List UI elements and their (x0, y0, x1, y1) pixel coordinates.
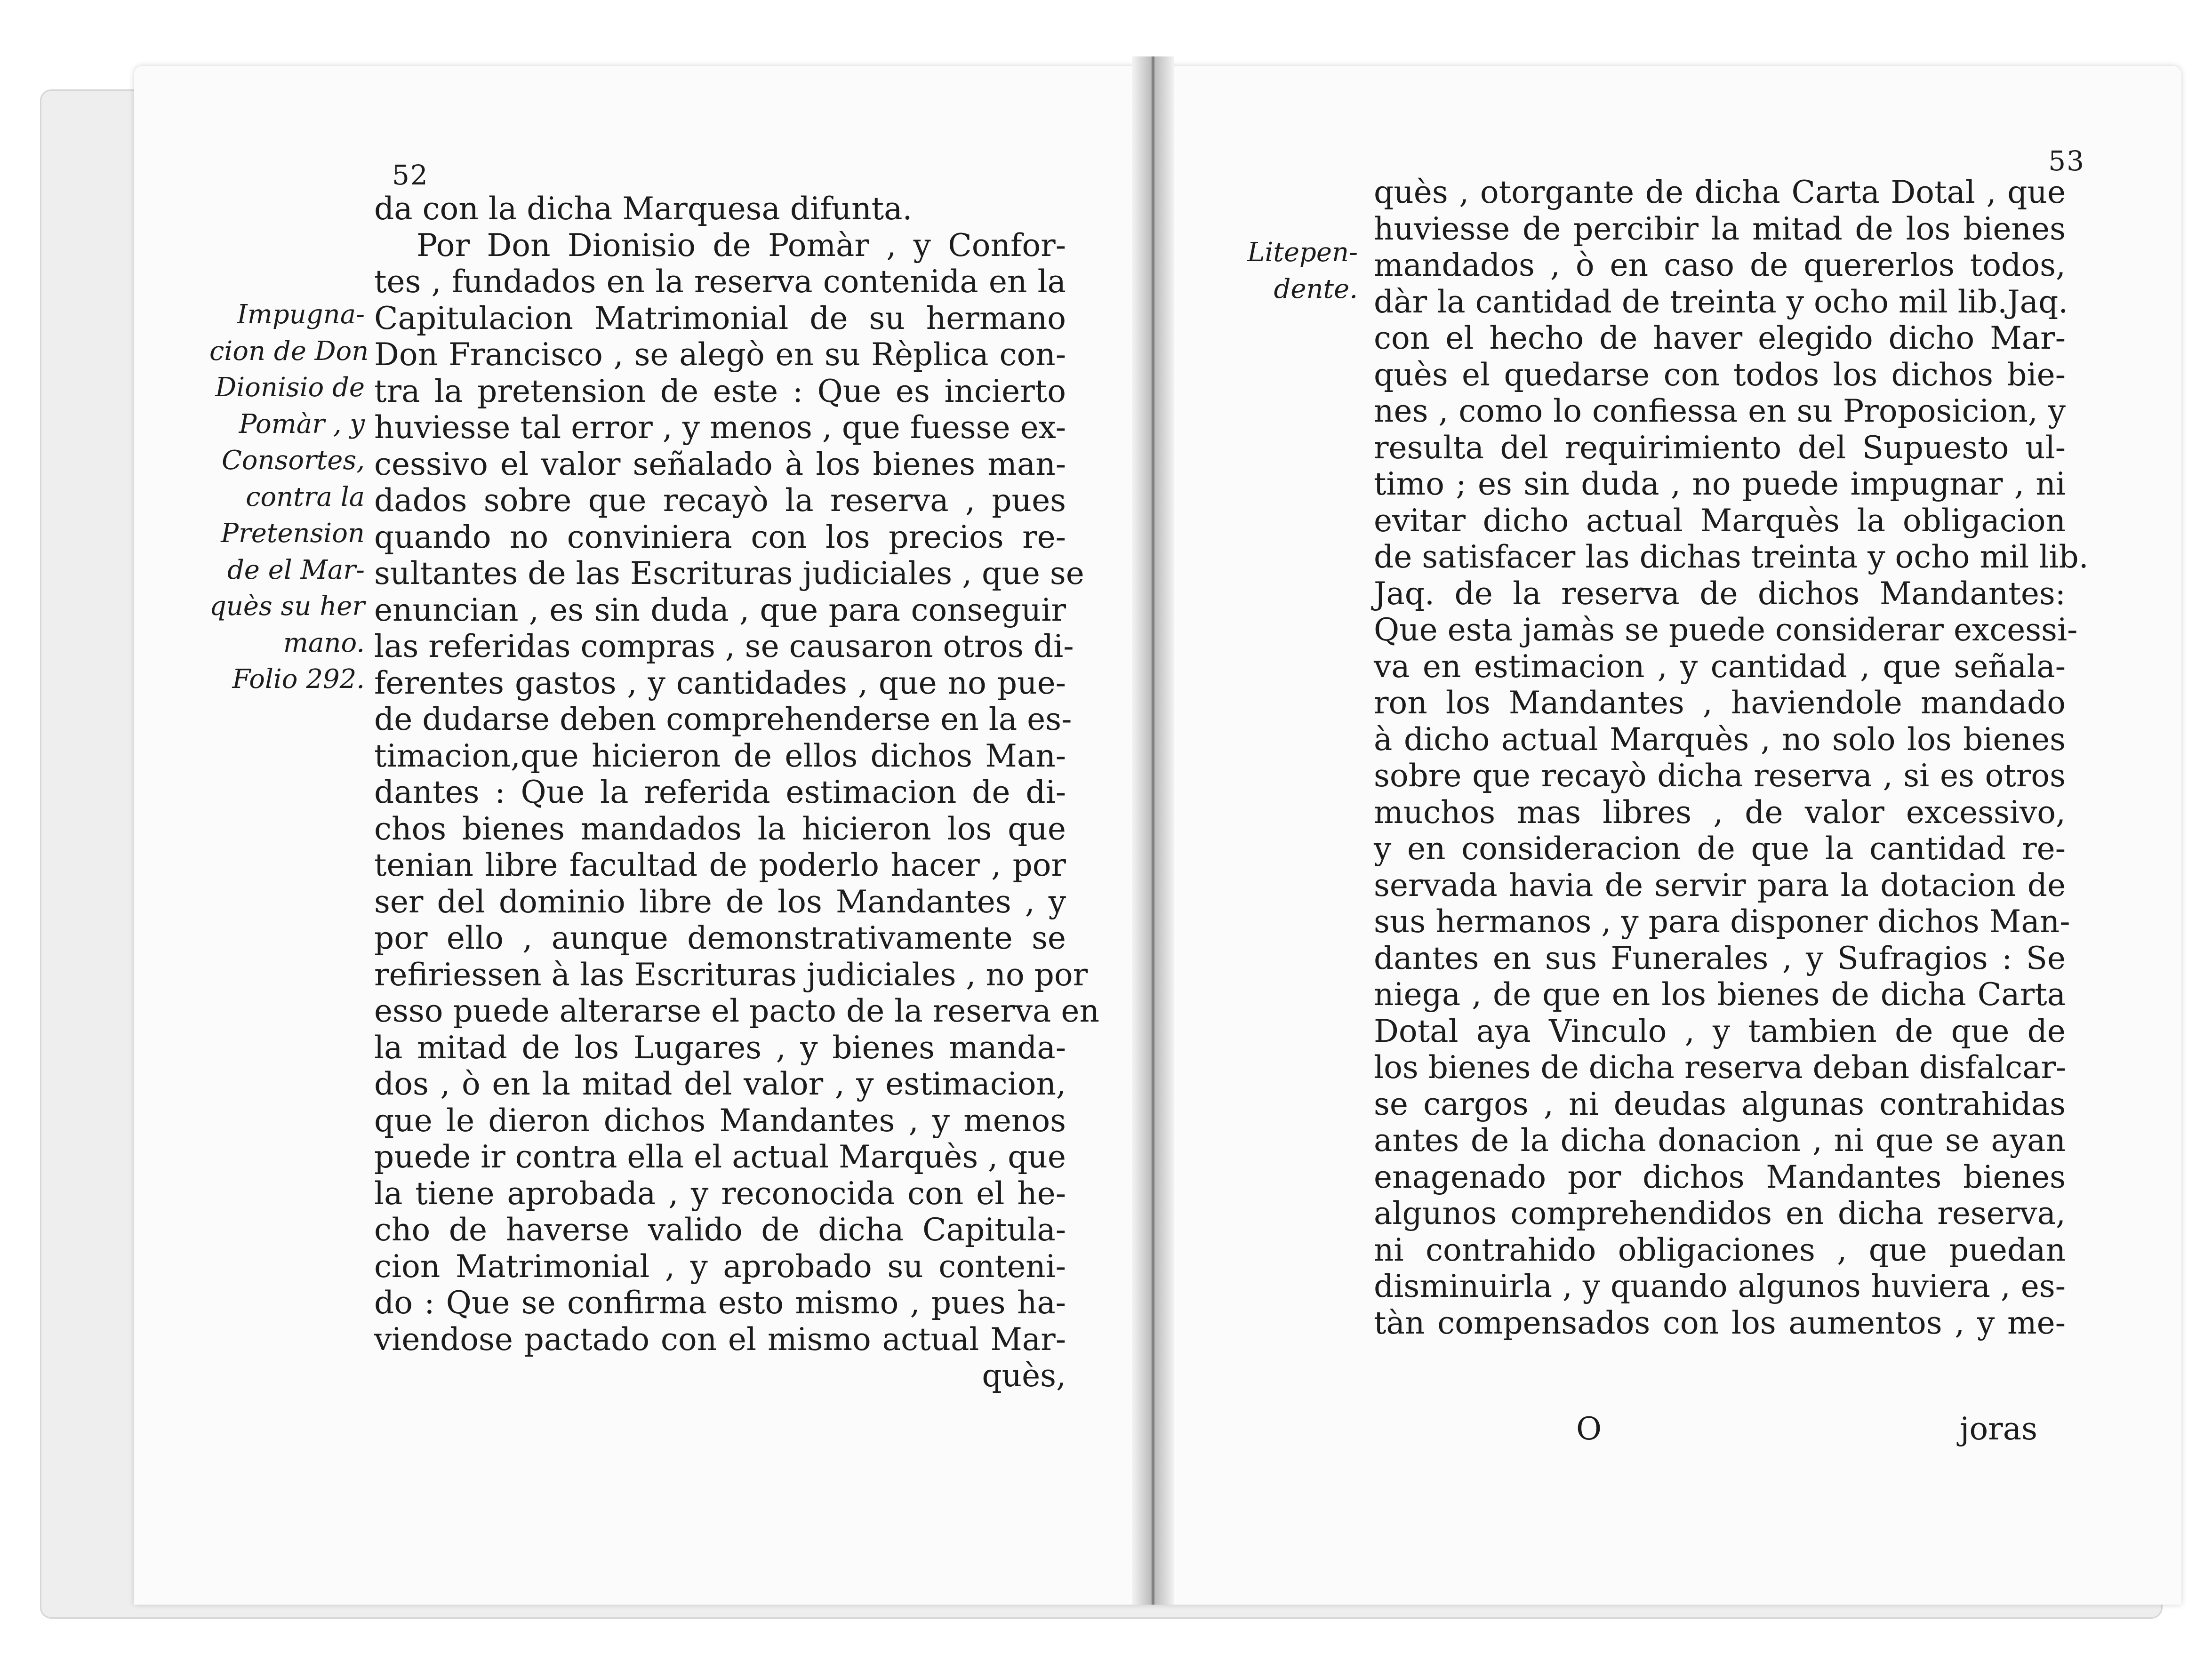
text-line: huviesse tal error , y menos , que fuesse ex- (374, 409, 1066, 446)
text-line: sobre que recayò dicha reserva , si es otros (1374, 758, 2066, 794)
text-line: la mitad de los Lugares , y bienes manda- (374, 1029, 1066, 1066)
margin-note-line: cion de Don (209, 336, 369, 367)
margin-note-line: Pretension (221, 518, 365, 549)
text-line: Capitulacion Matrimonial de su hermano (374, 300, 1066, 336)
text-line: timacion,que hicieron de ellos dichos Man- (374, 737, 1066, 774)
catchword: quès, (982, 1358, 1066, 1394)
text-line: se cargos , ni deudas algunas contrahidas (1374, 1086, 2066, 1122)
text-line: enuncian , es sin duda , que para conseguir (374, 591, 1066, 628)
text-line: esso puede alterarse el pacto de la reserva en (374, 993, 1099, 1029)
text-line: do : Que se confirma esto mismo , pues ha- (374, 1285, 1066, 1321)
text-line: Por Don Dionisio de Pomàr , y Confor- (417, 227, 1066, 264)
text-line: tenian libre facultad de poderlo hacer , por (374, 847, 1066, 883)
text-line: timo ; es sin duda , no puede impugnar , ni (1374, 466, 2066, 502)
text-line: chos bienes mandados la hicieron los que (374, 810, 1066, 847)
text-line: va en estimacion , y cantidad , que señala- (1374, 648, 2066, 685)
margin-note-line: Dionisio de (215, 372, 365, 403)
text-line: las referidas compras , se causaron otros di- (374, 628, 1074, 664)
text-line: sus hermanos , y para disponer dichos Man- (1374, 903, 2070, 940)
text-line: dantes : Que la referida estimacion de di- (374, 774, 1066, 810)
left-page-number: 52 (392, 159, 429, 191)
text-line: ferentes gastos , y cantidades , que no pue- (374, 664, 1066, 701)
text-line: de dudarse deben comprehenderse en la es- (374, 701, 1072, 737)
text-line: da con la dicha Marquesa difunta. (374, 191, 913, 227)
text-line: niega , de que en los bienes de dicha Carta (1374, 976, 2066, 1013)
text-line: disminuirla , y quando algunos huviera , es- (1374, 1268, 2066, 1304)
margin-note-line: Pomàr , y (239, 408, 365, 439)
right-page-number: 53 (2048, 145, 2085, 177)
text-line: Don Francisco , se alegò en su Rèplica con- (374, 336, 1066, 373)
text-line: algunos comprehendidos en dicha reserva, (1374, 1195, 2066, 1231)
text-line: con el hecho de haver elegido dicho Mar- (1374, 320, 2066, 356)
text-line: quès , otorgante de dicha Carta Dotal , que (1374, 174, 2066, 210)
text-line: dàr la cantidad de treinta y ocho mil lib.Jaq. (1374, 283, 2068, 320)
margin-note-line: Folio 292. (232, 664, 365, 695)
text-line: dados sobre que recayò la reserva , pues (374, 482, 1066, 519)
left-body-text (374, 191, 1099, 1394)
signature-line (1374, 1411, 2066, 1447)
right-body-text (1374, 174, 2089, 1341)
margin-note-line: Consortes, (221, 445, 365, 476)
right-margin-note (1160, 234, 1358, 307)
text-line: sultantes de las Escrituras judiciales , que se (374, 555, 1084, 591)
right-page (1151, 66, 2181, 1605)
book-gutter (1132, 56, 1174, 1605)
left-margin-note (209, 296, 369, 698)
text-line: mandados , ò en caso de quererlos todos, (1374, 247, 2066, 283)
text-line: cion Matrimonial , y aprobado su conteni- (374, 1248, 1066, 1285)
text-line: à dicho actual Marquès , no solo los bienes (1374, 721, 2066, 758)
text-line: tàn compensados con los aumentos , y me- (1374, 1304, 2066, 1341)
text-line: refiriessen à las Escrituras judiciales , no por (374, 956, 1088, 993)
catchword: joras (1960, 1411, 2037, 1447)
text-line: resulta del requirimiento del Supuesto ul- (1374, 429, 2066, 466)
margin-note-line: quès su her (209, 591, 365, 622)
text-line: los bienes de dicha reserva deban disfalcar- (1374, 1049, 2067, 1086)
text-line: dos , ò en la mitad del valor , y estimacion, (374, 1066, 1066, 1102)
text-line: ni contrahido obligaciones , que puedan (1374, 1231, 2066, 1268)
text-line: la tiene aprobada , y reconocida con el he- (374, 1175, 1066, 1212)
text-line: Jaq. de la reserva de dichos Mandantes: (1374, 575, 2066, 612)
left-page (134, 66, 1151, 1605)
text-line: viendose pactado con el mismo actual Mar- (374, 1321, 1066, 1358)
text-line: de satisfacer las dichas treinta y ocho mil lib. (1374, 539, 2089, 575)
text-line: quès el quedarse con todos los dichos bie- (1374, 356, 2066, 393)
text-line: ser del dominio libre de los Mandantes , y (374, 883, 1066, 920)
text-line: ron los Mandantes , haviendole mandado (1374, 685, 2066, 721)
margin-note-line: de el Mar- (227, 554, 365, 585)
text-line: enagenado por dichos Mandantes bienes (1374, 1159, 2066, 1195)
margin-note-line: dente. (1274, 273, 1358, 304)
text-line: huviesse de percibir la mitad de los bienes (1374, 210, 2066, 247)
margin-note-line: Litepen- (1247, 237, 1358, 268)
margin-note-line: mano. (283, 627, 365, 658)
text-line: por ello , aunque demonstrativamente se (374, 920, 1066, 956)
text-line: muchos mas libres , de valor excessivo, (1374, 794, 2066, 831)
text-line: evitar dicho actual Marquès la obligacion (1374, 502, 2066, 539)
signature-mark: O (1576, 1411, 1602, 1447)
margin-note-line: contra la (246, 481, 365, 512)
text-line: tra la pretension de este : Que es incierto (374, 373, 1066, 409)
text-line: nes , como lo confiessa en su Proposicion, y (1374, 393, 2066, 429)
text-line: tes , fundados en la reserva contenida en la (374, 264, 1066, 300)
text-line: cho de haverse valido de dicha Capitula- (374, 1212, 1066, 1248)
text-line: puede ir contra ella el actual Marquès , que (374, 1139, 1066, 1175)
text-line: que le dieron dichos Mandantes , y menos (374, 1102, 1066, 1139)
text-line: y en consideracion de que la cantidad re- (1374, 831, 2066, 867)
text-line: Dotal aya Vinculo , y tambien de que de (1374, 1013, 2066, 1049)
text-line: Que esta jamàs se puede considerar excessi- (1374, 612, 2078, 648)
text-line: dantes en sus Funerales , y Sufragios : Se (1374, 940, 2066, 976)
text-line: servada havia de servir para la dotacion de (1374, 867, 2066, 903)
text-line: cessivo el valor señalado à los bienes man- (374, 446, 1066, 482)
text-line: quando no conviniera con los precios re- (374, 519, 1066, 555)
margin-note-line: Impugna- (237, 299, 365, 330)
text-line: antes de la dicha donacion , ni que se ayan (1374, 1122, 2066, 1159)
